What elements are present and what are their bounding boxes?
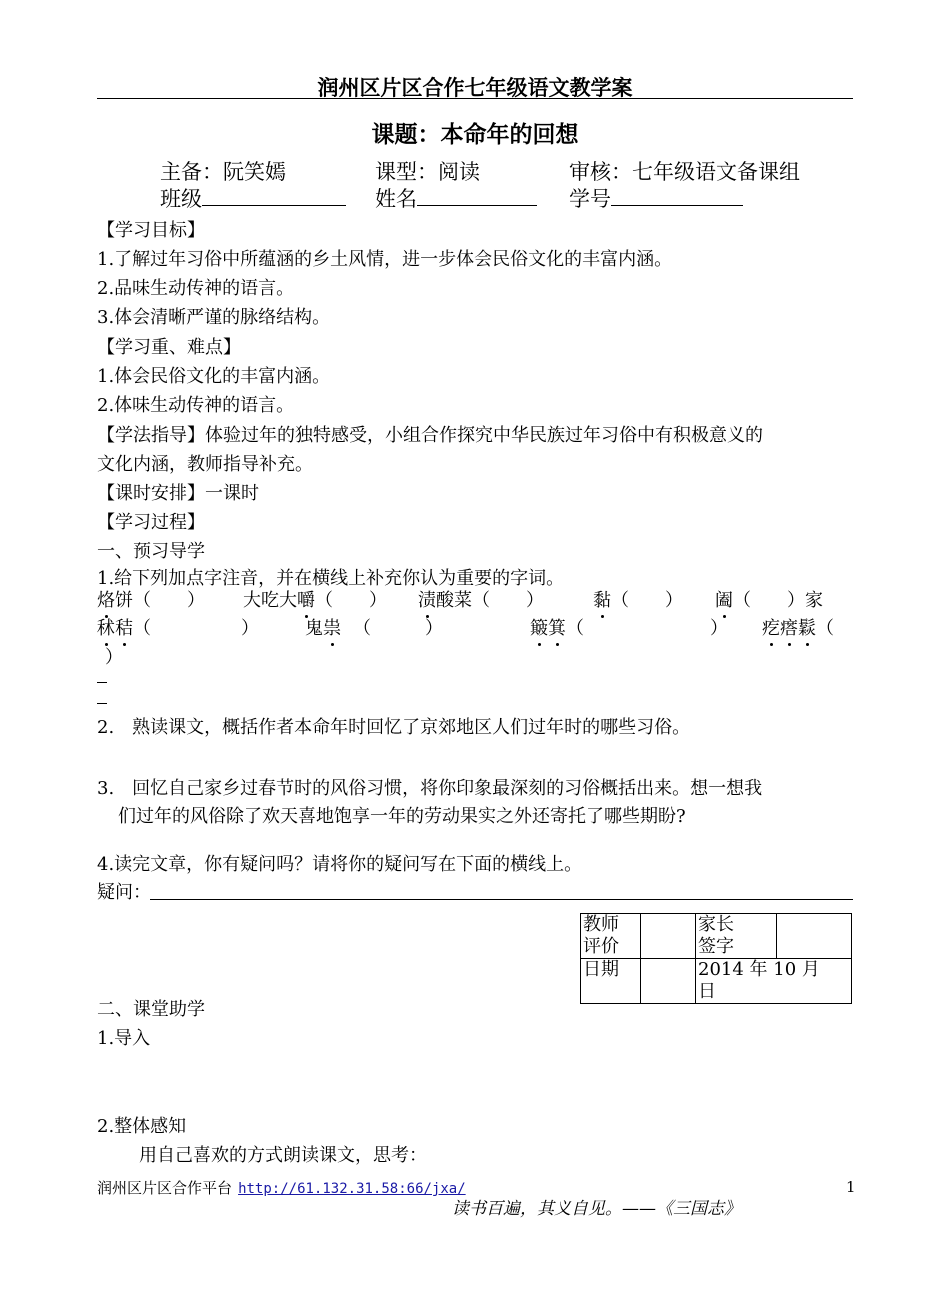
date-label: 日期 — [581, 959, 641, 1004]
lesson-title: 课题：本命年的回想 — [371, 122, 579, 148]
footer-link[interactable]: http://61.132.31.58:66/jxa/ — [238, 1181, 466, 1197]
number-label: 学号 — [569, 187, 611, 211]
word-rest: （ ） — [566, 618, 728, 639]
meta-review: 审核：七年级语文备课组 — [569, 160, 800, 184]
fill-blank-short[interactable] — [97, 682, 107, 683]
wrap-paren: ） — [105, 647, 123, 668]
class-label: 班级 — [160, 187, 202, 211]
name-label: 姓名 — [375, 187, 417, 211]
dotted-char: 瘩 — [780, 614, 798, 640]
number-blank[interactable] — [611, 185, 743, 206]
word-item — [715, 586, 823, 612]
class-field[interactable] — [160, 183, 346, 213]
word-item — [593, 586, 683, 612]
word-item — [530, 614, 728, 640]
footer-quote: 读书百遍，其义自见。——《三国志》 — [452, 1199, 741, 1219]
word-item — [97, 614, 259, 640]
dotted-char: 祟 — [323, 614, 341, 640]
goal-item: 1.了解过年习俗中所蕴涵的乡土风情，进一步体会民俗文化的丰富内涵。 — [97, 249, 673, 270]
dotted-char: 疙 — [762, 614, 780, 640]
goal-item: 2.品味生动传神的语言。 — [97, 278, 295, 299]
word-rest: 饼（ ） — [115, 590, 205, 611]
parent-sign-label: 家长 签字 — [696, 914, 777, 959]
keypoints-heading: 【学习重、难点】 — [97, 337, 241, 358]
header-divider — [97, 98, 853, 99]
meta-type: 课型：阅读 — [375, 160, 480, 184]
dotted-char: 烙 — [97, 586, 115, 612]
question-3: 3. 回忆自己家乡过春节时的风俗习惯，将你印象最深刻的习俗概括出来。想一想我 — [97, 778, 763, 799]
number-field[interactable] — [569, 183, 743, 213]
dotted-char: 鬼 — [305, 618, 323, 639]
section2-item: 1.导入 — [97, 1028, 151, 1049]
doubt-input-line[interactable] — [150, 899, 853, 900]
section2-heading: 二、课堂助学 — [97, 999, 205, 1020]
question-1: 1.给下列加点字注音，并在横线上补充你认为重要的字词。 — [97, 568, 565, 589]
parent-sign-cell[interactable] — [777, 914, 852, 959]
footer-platform: 润州区片区合作平台 — [97, 1179, 233, 1197]
evaluation-table — [580, 913, 852, 1004]
word-rest: 酸菜（ ） — [436, 590, 544, 611]
word-rest: 大吃大 — [243, 590, 297, 611]
method-line: 【学法指导】体验过年的独特感受，小组合作探究中华民族过年习俗中有积极意义的 — [97, 425, 763, 446]
dotted-char: 秸 — [115, 614, 133, 640]
word-item — [305, 614, 443, 640]
dotted-char: 鬏 — [798, 614, 816, 640]
doubt-label: 疑问： — [97, 882, 151, 903]
dotted-char: 嚼 — [297, 586, 315, 612]
teacher-eval-label: 教师 评价 — [581, 914, 641, 959]
word-rest: （ ） — [133, 618, 259, 639]
word-rest: （ — [816, 618, 834, 639]
method-line: 文化内涵，教师指导补充。 — [97, 454, 313, 475]
question-4: 4.读完文章，你有疑问吗？请将你的疑问写在下面的横线上。 — [97, 854, 583, 875]
word-item — [762, 614, 834, 640]
dotted-char: 渍 — [418, 586, 436, 612]
question-3: 们过年的风俗除了欢天喜地饱享一年的劳动果实之外还寄托了哪些期盼? — [118, 806, 686, 827]
section2-item: 2.整体感知 — [97, 1116, 187, 1137]
question-2: 2. 熟读课文，概括作者本命年时回忆了京郊地区人们过年时的哪些习俗。 — [97, 717, 691, 738]
name-blank[interactable] — [417, 185, 537, 206]
word-item — [418, 586, 544, 612]
dotted-char: 阖 — [715, 586, 733, 612]
fill-blank-short[interactable] — [97, 703, 107, 704]
section2-text: 用自己喜欢的方式朗读课文，思考： — [139, 1145, 427, 1166]
date-empty-cell — [641, 959, 696, 1004]
word-item — [243, 586, 387, 612]
dotted-char: 黏 — [593, 586, 611, 612]
goals-heading: 【学习目标】 — [97, 220, 205, 241]
word-item — [97, 586, 205, 612]
teacher-eval-cell[interactable] — [641, 914, 696, 959]
schedule: 【课时安排】一课时 — [97, 483, 259, 504]
goal-item: 3.体会清晰严谨的脉络结构。 — [97, 307, 331, 328]
footer — [97, 1176, 466, 1198]
header-title: 润州区片区合作七年级语文教学案 — [317, 76, 633, 100]
word-rest: （ ） — [315, 590, 387, 611]
word-rest: （ ）家 — [733, 590, 823, 611]
dotted-char: 秫 — [97, 614, 115, 640]
keypoint-item: 1.体会民俗文化的丰富内涵。 — [97, 366, 331, 387]
meta-lead: 主备：阮笑嫣 — [160, 160, 286, 184]
class-blank[interactable] — [202, 185, 346, 206]
word-rest: （ ） — [353, 618, 443, 639]
keypoint-item: 2.体味生动传神的语言。 — [97, 395, 295, 416]
process-heading: 【学习过程】 — [97, 512, 205, 533]
dotted-char: 箕 — [548, 614, 566, 640]
word-rest: （ ） — [611, 590, 683, 611]
section1-heading: 一、预习导学 — [97, 541, 205, 562]
name-field[interactable] — [375, 183, 537, 213]
page-number: 1 — [846, 1178, 856, 1196]
dotted-char: 簸 — [530, 614, 548, 640]
date-value[interactable]: 2014 年 10 月 日 — [696, 959, 852, 1004]
